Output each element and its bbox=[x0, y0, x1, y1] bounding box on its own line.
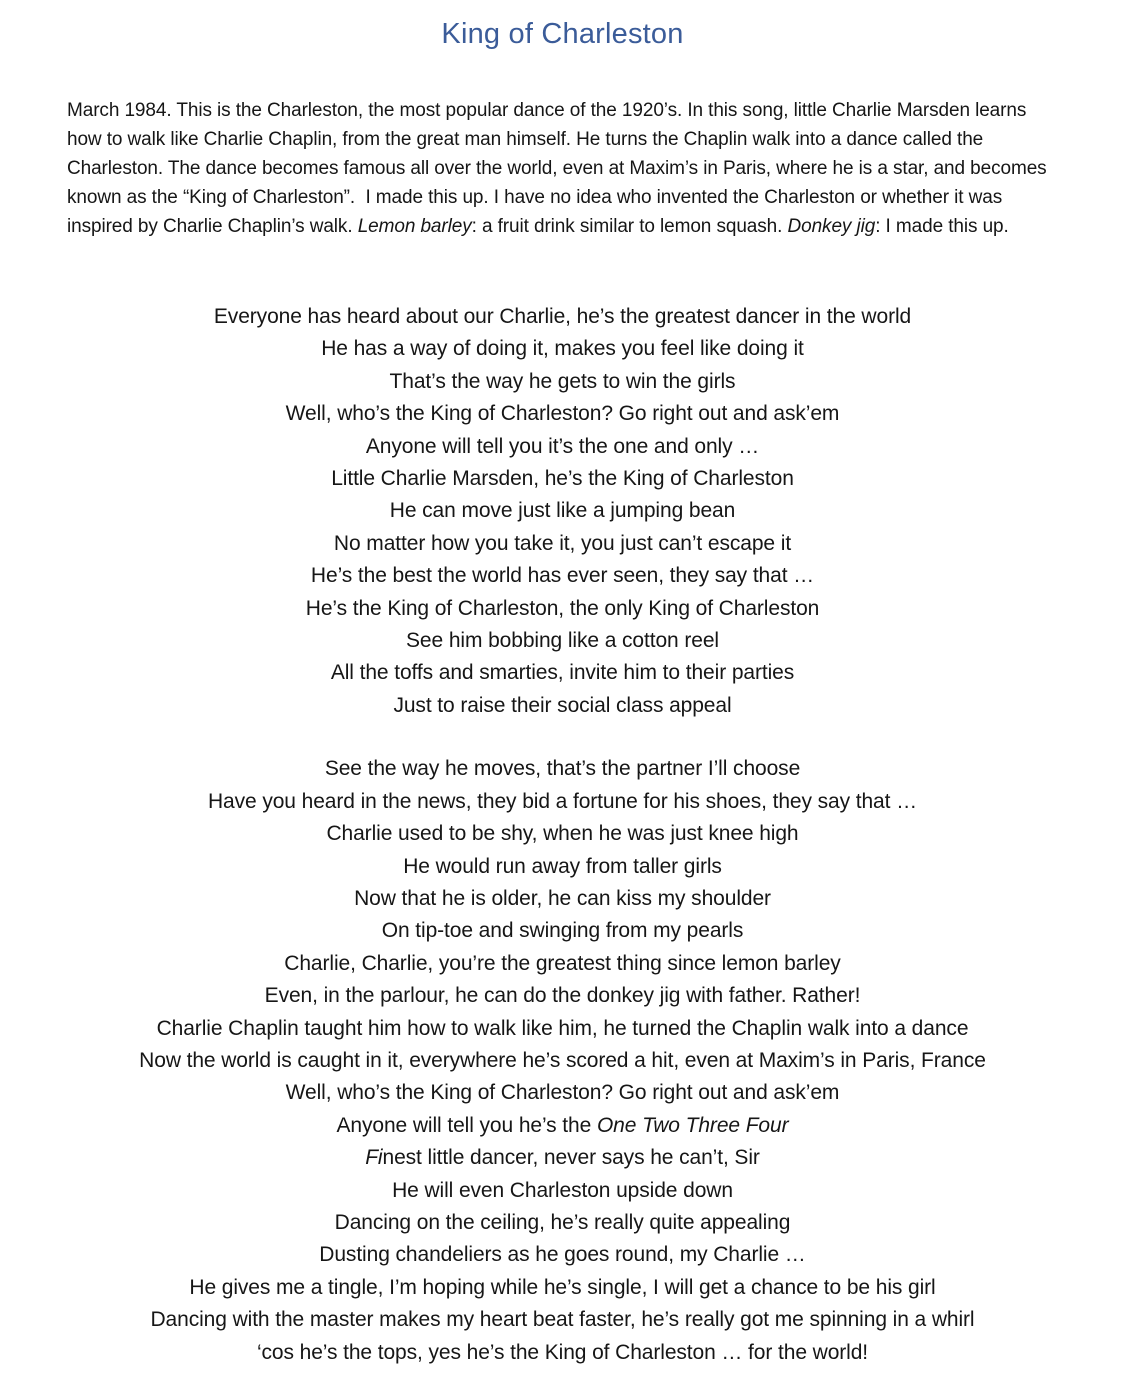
stanza bbox=[67, 301, 1058, 722]
lyric-segment: Everyone has heard about our Charlie, he’s the greatest dancer in the world bbox=[213, 305, 912, 328]
lyric-segment: He’s the best the world has ever seen, they say that … bbox=[310, 564, 815, 588]
intro-segment: : I made this up. bbox=[875, 216, 1009, 237]
intro-italic-segment: Donkey jig bbox=[787, 216, 876, 237]
lyric-line bbox=[67, 333, 1058, 365]
lyric-segment: nest little dancer, never says he can’t, Sir bbox=[382, 1146, 760, 1170]
lyric-segment: ‘cos he’s the tops, yes he’s the King of Charleston … for the world! bbox=[256, 1340, 869, 1364]
lyric-segment: Charlie used to be shy, when he was just knee high bbox=[326, 822, 799, 846]
lyric-segment: See the way he moves, that’s the partner I’ll choose bbox=[324, 757, 801, 781]
intro-italic-segment: Lemon barley bbox=[357, 216, 472, 237]
lyric-segment: All the toffs and smarties, invite him to their parties bbox=[330, 661, 795, 685]
lyric-line bbox=[67, 301, 1058, 333]
lyric-segment: He would run away from taller girls bbox=[403, 854, 722, 878]
lyric-segment: Dusting chandeliers as he goes round, my Charlie … bbox=[319, 1243, 806, 1267]
lyric-line bbox=[67, 528, 1058, 560]
lyric-segment: Anyone will tell you he’s the bbox=[336, 1113, 597, 1137]
lyric-line bbox=[67, 851, 1058, 883]
lyric-segment: Just to raise their social class appeal bbox=[393, 693, 732, 717]
lyric-segment: He gives me a tingle, I’m hoping while he’s single, I will get a chance to be his girl bbox=[189, 1275, 936, 1299]
lyric-line bbox=[67, 1304, 1058, 1336]
lyric-line bbox=[67, 915, 1058, 947]
lyric-segment: On tip-toe and swinging from my pearls bbox=[381, 919, 744, 943]
lyric-line bbox=[67, 560, 1058, 592]
lyric-line bbox=[67, 1142, 1058, 1174]
lyric-segment: Well, who’s the King of Charleston? Go right out and ask’em bbox=[285, 402, 840, 426]
lyric-segment: No matter how you take it, you just can’t escape it bbox=[333, 531, 792, 555]
lyric-line bbox=[67, 1077, 1058, 1109]
lyric-line bbox=[67, 657, 1058, 689]
intro-segment: : a fruit drink similar to lemon squash. bbox=[471, 216, 788, 237]
lyrics bbox=[67, 301, 1058, 1369]
lyric-line bbox=[67, 1337, 1058, 1369]
lyric-segment: Dancing on the ceiling, he’s really quite appealing bbox=[334, 1210, 791, 1234]
lyric-italic-segment: Fi bbox=[365, 1146, 383, 1170]
lyric-segment: Charlie, Charlie, you’re the greatest thing since lemon barley bbox=[284, 951, 841, 975]
lyric-segment: He can move just like a jumping bean bbox=[389, 499, 736, 523]
lyric-italic-segment: One Two Three Four bbox=[596, 1113, 789, 1137]
lyric-line bbox=[67, 463, 1058, 495]
lyric-line bbox=[67, 1207, 1058, 1239]
lyric-line bbox=[67, 1239, 1058, 1271]
lyric-line bbox=[67, 1013, 1058, 1045]
lyric-line bbox=[67, 980, 1058, 1012]
lyric-line bbox=[67, 398, 1058, 430]
lyric-line bbox=[67, 495, 1058, 527]
lyric-line bbox=[67, 1175, 1058, 1207]
lyric-segment: That’s the way he gets to win the girls bbox=[389, 369, 736, 393]
lyric-segment: Now the world is caught in it, everywhere he’s scored a hit, even at Maxim’s in Paris, France bbox=[139, 1048, 986, 1072]
lyric-line bbox=[67, 1272, 1058, 1304]
lyric-line bbox=[67, 818, 1058, 850]
lyric-segment: Dancing with the master makes my heart beat faster, he’s really got me spinning in a whirl bbox=[150, 1308, 975, 1332]
lyric-line bbox=[67, 948, 1058, 980]
lyric-line bbox=[67, 786, 1058, 818]
lyric-line bbox=[67, 690, 1058, 722]
lyric-line bbox=[67, 431, 1058, 463]
lyric-line bbox=[67, 1045, 1058, 1077]
lyric-segment: He’s the King of Charleston, the only King of Charleston bbox=[305, 596, 820, 620]
lyric-segment: Anyone will tell you it’s the one and only … bbox=[365, 434, 760, 458]
lyric-line bbox=[67, 883, 1058, 915]
lyric-line bbox=[67, 625, 1058, 657]
lyric-segment: Now that he is older, he can kiss my shoulder bbox=[354, 886, 771, 910]
document-title: King of Charleston bbox=[441, 18, 684, 50]
lyric-segment: He has a way of doing it, makes you feel like doing it bbox=[321, 337, 804, 361]
stanza bbox=[67, 753, 1058, 1369]
lyric-line bbox=[67, 366, 1058, 398]
lyric-line bbox=[67, 1110, 1058, 1142]
lyric-segment: Little Charlie Marsden, he’s the King of Charleston bbox=[331, 467, 794, 491]
lyric-segment: Charlie Chaplin taught him how to walk like him, he turned the Chaplin walk into a dance bbox=[156, 1016, 969, 1040]
intro-paragraph bbox=[67, 96, 1058, 241]
lyric-segment: Well, who’s the King of Charleston? Go right out and ask’em bbox=[285, 1081, 840, 1105]
lyric-segment: Have you heard in the news, they bid a fortune for his shoes, they say that … bbox=[207, 789, 918, 813]
intro-segment: March 1984. This is the Charleston, the most popular dance of the 1920’s. In this song, little Charlie Marsden learns how to walk like Charlie Chaplin, from the great man himself. He turns the Chaplin walk into a dance called the Charleston. The dance becomes famous all over the world, even at Maxim’s in Paris, where he is a star, and becomes known as the “King of Charleston”. I made this up. I have no idea who invented the Charleston or whether it was inspired by Charlie Chaplin’s walk. bbox=[67, 100, 1052, 237]
lyric-segment: See him bobbing like a cotton reel bbox=[406, 629, 719, 653]
lyric-segment: Even, in the parlour, he can do the donkey jig with father. Rather! bbox=[264, 984, 861, 1008]
lyric-line bbox=[67, 593, 1058, 625]
lyric-segment: He will even Charleston upside down bbox=[392, 1178, 733, 1202]
lyric-line bbox=[67, 753, 1058, 785]
